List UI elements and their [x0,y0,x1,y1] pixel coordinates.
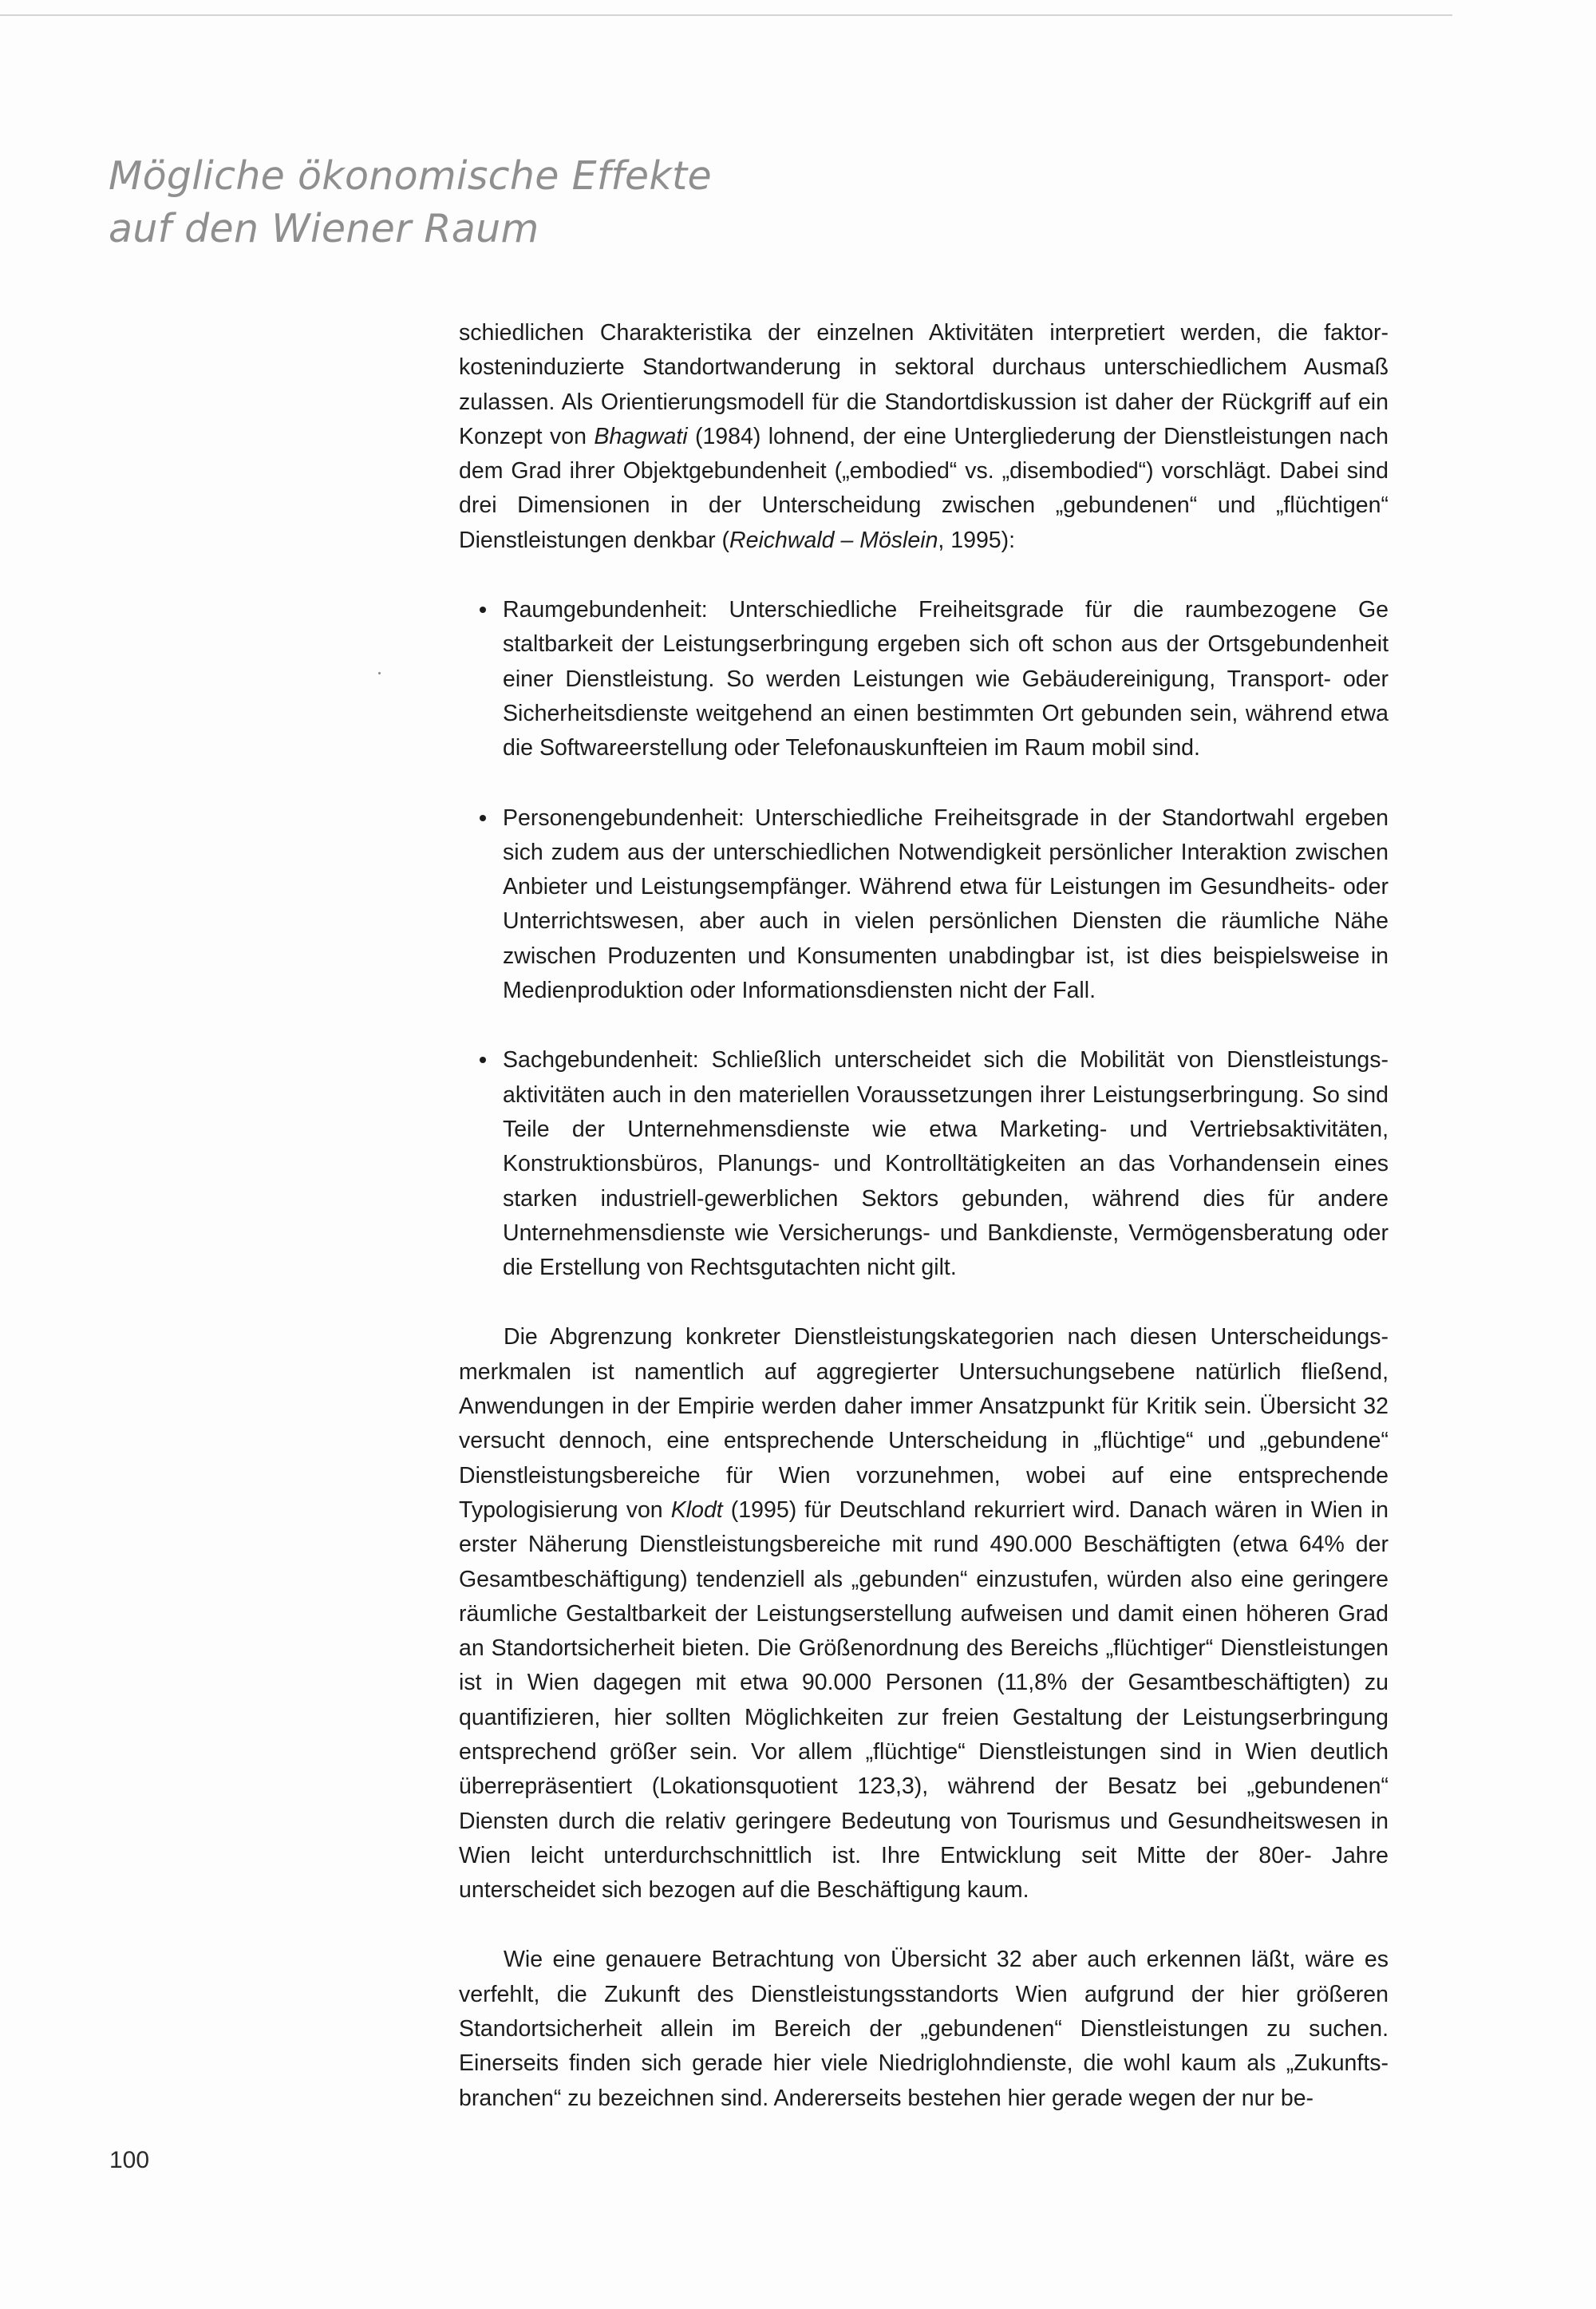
top-rule [0,14,1452,16]
bullet-icon [480,607,486,613]
paragraph-betrachtung: Wie eine genauere Betrachtung von Übersicht 32 aber auch erkennen läßt, wäre es verfehlt, die Zukunft des Dienstleistungsstandorts Wien aufgrund der hier größeren Standortsicherheit allein im Bereich der „gebundenen“ Dienstleistungen zu suchen. Einerseits finden sich gerade hier viele Niedriglohndienste, die wohl kaum als „Zukunftsbranchen“ zu bezeichnen sind. Andererseits bestehen hier gerade wegen der nur be- [459,1947,1389,2111]
bullet-icon [480,1057,486,1063]
heading-line-1: Mögliche ökonomische Effekte [109,153,713,199]
citation-reichwald-moeslein: Reichwald – Möslein [729,527,938,553]
list-item-raumgebundenheit: Raumgebundenheit: Unterschiedliche Freiheitsgrade für die raumbezogene Ge staltbarkeit der Leistungserbringung ergeben sich oft schon aus der Ortsgebundenheit einer Dienstleistung. So werden Leistungen wie Gebäudereinigung, Transport- oder Sicherheitsdienste weitgehend an einen bestimmten Ort gebunden sein, während etwa die Softwareerstellung oder Telefonauskunfteien im Raum mobil sind. [459,593,1389,765]
paragraph-abgrenzung: Die Abgrenzung konkreter Dienstleistungskategorien nach diesen Unterscheidungsmerkmalen ist namentlich auf aggregierter Untersuchungsebene natürlich fließend, Anwendungen in der Empirie werden daher immer Ansatzpunkt für Kritik sein. Übersicht 32 versucht dennoch, eine entsprechende Unterscheidung in „flüchtige“ und „gebundene“ Dienstleistungsbereiche für Wien vorzunehmen, wobei auf eine entsprechende Typologisierung von Klodt (1995) für Deutschland rekurriert wird. Danach wären in Wien in erster Näherung Dienstleistungsbereiche mit rund 490.000 Beschäftigten (etwa 64% der Gesamtbeschäftigung) tendenziell als „gebunden“ einzustufen, würden also eine geringere räumliche Gestaltbarkeit der Leistungserstellung aufweisen und damit einen höheren Grad an Standortsicherheit bieten. Die Größenordnung des Bereichs „flüchtiger“ Dienstleistungen ist in Wien dagegen mit etwa 90.000 Personen (11,8% der Gesamtbeschäftigten) zu quantifizieren, hier sollten Möglichkeiten zur freien Gestaltung der Leistungserbringung entsprechend größer sein. Vor allem „flüchtige“ Dienstleistungen sind in Wien deutlich überrepräsentiert (Lokationsquotient 123,3), während der Besatz bei „gebundenen“ Diensten durch die relativ geringere Bedeutung von Tourismus und Gesundheitswesen in Wien leicht unterdurchschnittlich ist. Ihre Entwicklung seit Mitte der 80er- Jahre unterscheidet sich bezogen auf die Beschäftigung kaum. [459,1324,1389,1904]
section-heading [109,150,827,255]
list-item-sachgebundenheit: Sachgebundenheit: Schließlich unterscheidet sich die Mobilität von Dienstleistungsaktivitäten auch in den materiellen Voraussetzungen ihrer Leistungserbringung. So sind Teile der Unternehmensdienste wie etwa Marketing- und Vertriebsaktivitäten, Konstruktionsbüros, Planungs- und Kontrolltätigkeiten an das Vorhandensein eines starken industriell-gewerblichen Sektors gebunden, während dies für andere Unternehmensdienste wie Versicherungs- und Bankdienste, Vermögensberatung oder die Erstellung von Rechtsgutachten nicht gilt. [459,1043,1389,1285]
margin-speck [378,672,381,674]
citation-bhagwati: Bhagwati [594,423,688,449]
heading-line-2: auf den Wiener Raum [109,206,539,251]
list-item-personengebundenheit: Personengebundenheit: Unterschiedliche Freiheitsgrade in der Standortwahl ergeben sich zudem aus der unterschiedlichen Notwendigkeit persönlicher Interaktion zwischen Anbieter und Leistungsempfänger. Während etwa für Leistungen im Gesundheits- oder Unterrichtswesen, aber auch in vielen persönlichen Diensten die räumliche Nähe zwischen Produzenten und Konsumenten unabdingbar ist, ist dies beispielsweise in Medienproduktion oder Informationsdiensten nicht der Fall. [459,801,1389,1009]
intro-paragraph: schiedlichen Charakteristika der einzelnen Aktivitäten interpretiert werden, die faktorkosteninduzierte Standortwanderung in sektoral durchaus unterschiedlichem Ausmaß zulassen. Als Orientierungsmodell für die Standortdiskussion ist daher der Rückgriff auf ein Konzept von Bhagwati (1984) lohnend, der eine Untergliederung der Dienstleistungen nach dem Grad ihrer Objektgebundenheit („embodied“ vs. „disembodied“) vorschlägt. Dabei sind drei Dimensionen in der Unterscheidung zwischen „gebundenen“ und „flüchtigen“ Dienstleistungen denkbar (Reichwald – Möslein, 1995): [459,320,1389,553]
citation-klodt: Klodt [670,1497,723,1523]
page-number: 100 [109,2147,150,2173]
dimension-list [459,593,1389,1285]
body-text [459,316,1389,2116]
bullet-icon [480,815,486,821]
